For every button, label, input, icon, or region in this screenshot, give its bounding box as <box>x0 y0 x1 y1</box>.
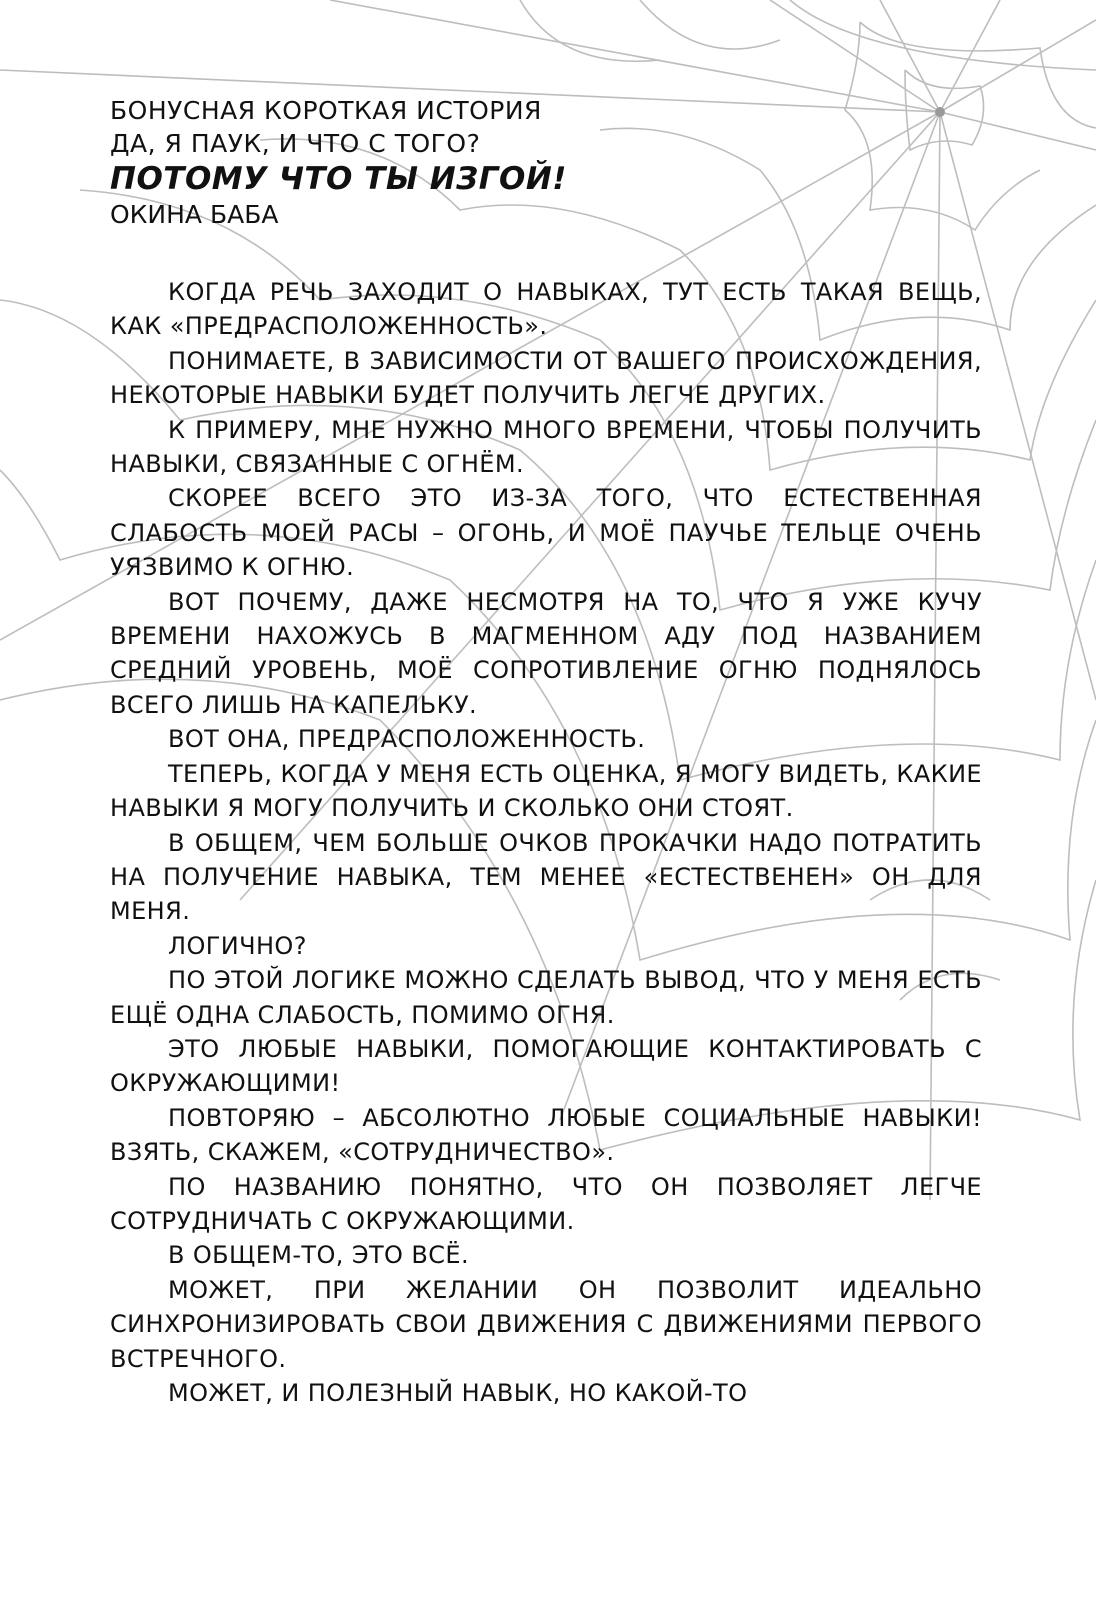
story-paragraph: ЭТО ЛЮБЫЕ НАВЫКИ, ПОМОГАЮЩИЕ КОНТАКТИРОВАТЬ С ОКРУЖАЮЩИМИ! <box>110 1034 982 1098</box>
story-paragraph: ВОТ ОНА, ПРЕДРАСПОЛОЖЕННОСТЬ. <box>168 725 646 754</box>
story-paragraph: ВОТ ПОЧЕМУ, ДАЖЕ НЕСМОТРЯ НА ТО, ЧТО Я УЖЕ КУЧУ ВРЕМЕНИ НАХОЖУСЬ В МАГМЕННОМ АДУ ПОД НАЗВАНИЕМ СРЕДНИЙ УРОВЕНЬ, МОЁ СОПРОТИВЛЕНИЕ ОГНЮ ПОДНЯЛОСЬ ВСЕГО ЛИШЬ НА КАПЕЛЬКУ. <box>110 587 982 719</box>
story-paragraph: В ОБЩЕМ, ЧЕМ БОЛЬШЕ ОЧКОВ ПРОКАЧКИ НАДО ПОТРАТИТЬ НА ПОЛУЧЕНИЕ НАВЫКА, ТЕМ МЕНЕЕ «ЕСТЕСТВЕНЕН» ОН ДЛЯ МЕНЯ. <box>110 828 982 926</box>
story-paragraph: ЛОГИЧНО? <box>168 931 307 960</box>
story-paragraph: К ПРИМЕРУ, МНЕ НУЖНО МНОГО ВРЕМЕНИ, ЧТОБЫ ПОЛУЧИТЬ НАВЫКИ, СВЯЗАННЫЕ С ОГНЁМ. <box>110 415 982 479</box>
author-name: ОКИНА БАБА <box>110 200 279 229</box>
story-paragraph: ПОНИМАЕТЕ, В ЗАВИСИМОСТИ ОТ ВАШЕГО ПРОИСХОЖДЕНИЯ, НЕКОТОРЫЕ НАВЫКИ БУДЕТ ПОЛУЧИТЬ ЛЕГЧЕ ДРУГИХ. <box>110 346 982 410</box>
story-paragraph: СКОРЕЕ ВСЕГО ЭТО ИЗ-ЗА ТОГО, ЧТО ЕСТЕСТВЕННАЯ СЛАБОСТЬ МОЕЙ РАСЫ – ОГОНЬ, И МОЁ ПАУЧЬЕ ТЕЛЬЦЕ ОЧЕНЬ УЯЗВИМО К ОГНЮ. <box>110 484 982 582</box>
story-title: ПОТОМУ ЧТО ТЫ ИЗГОЙ! <box>110 161 567 197</box>
bonus-story-label: БОНУСНАЯ КОРОТКАЯ ИСТОРИЯ <box>110 96 542 125</box>
story-paragraph: ТЕПЕРЬ, КОГДА У МЕНЯ ЕСТЬ ОЦЕНКА, Я МОГУ ВИДЕТЬ, КАКИЕ НАВЫКИ Я МОГУ ПОЛУЧИТЬ И СКОЛЬКО ОНИ СТОЯТ. <box>110 759 982 823</box>
story-paragraph: МОЖЕТ, И ПОЛЕЗНЫЙ НАВЫК, НО КАКОЙ-ТО <box>168 1379 748 1407</box>
story-paragraph: КОГДА РЕЧЬ ЗАХОДИТ О НАВЫКАХ, ТУТ ЕСТЬ ТАКАЯ ВЕЩЬ, КАК «ПРЕДРАСПОЛОЖЕННОСТЬ». <box>110 278 982 341</box>
story-page <box>110 94 982 1410</box>
story-paragraph: ПО ЭТОЙ ЛОГИКЕ МОЖНО СДЕЛАТЬ ВЫВОД, ЧТО У МЕНЯ ЕСТЬ ЕЩЁ ОДНА СЛАБОСТЬ, ПОМИМО ОГНЯ. <box>110 966 982 1029</box>
story-paragraph: В ОБЩЕМ-ТО, ЭТО ВСЁ. <box>168 1241 469 1270</box>
series-title: ДА, Я ПАУК, И ЧТО С ТОГО? <box>110 129 481 158</box>
story-paragraph: ПО НАЗВАНИЮ ПОНЯТНО, ЧТО ОН ПОЗВОЛЯЕТ ЛЕГЧЕ СОТРУДНИЧАТЬ С ОКРУЖАЮЩИМИ. <box>110 1172 982 1235</box>
story-paragraph: ПОВТОРЯЮ – АБСОЛЮТНО ЛЮБЫЕ СОЦИАЛЬНЫЕ НАВЫКИ! ВЗЯТЬ, СКАЖЕМ, «СОТРУДНИЧЕСТВО». <box>110 1103 982 1167</box>
story-paragraph: МОЖЕТ, ПРИ ЖЕЛАНИИ ОН ПОЗВОЛИТ ИДЕАЛЬНО СИНХРОНИЗИРОВАТЬ СВОИ ДВИЖЕНИЯ С ДВИЖЕНИЯМИ ПЕРВОГО ВСТРЕЧНОГО. <box>110 1275 982 1373</box>
story-body <box>110 275 982 1410</box>
